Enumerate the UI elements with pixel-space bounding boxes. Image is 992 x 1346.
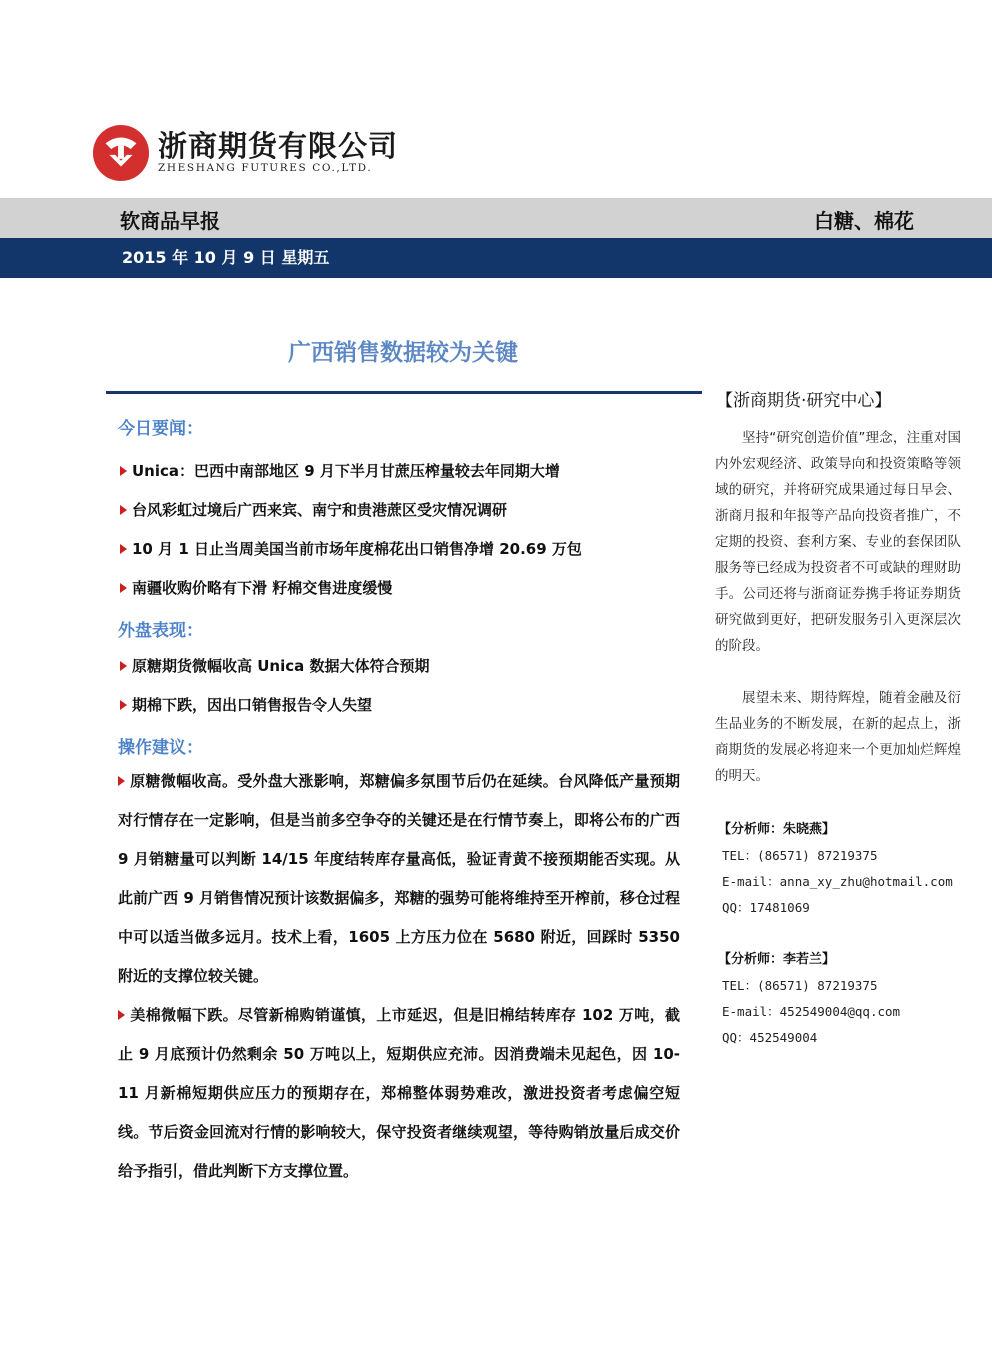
zheshang-logo-icon (92, 124, 150, 182)
section-heading-overseas: 外盘表现： (118, 621, 203, 641)
bullet-arrow-icon (118, 776, 125, 786)
news-item: 台风彩虹过境后广西来宾、南宁和贵港蔗区受灾情况调研 (120, 499, 507, 520)
analyst-qq: QQ：452549004 (722, 1030, 818, 1045)
commodities: 白糖、棉花 (814, 209, 914, 233)
advice-paragraph-cotton: 美棉微幅下跌。尽管新棉购销谨慎，上市延迟，但是旧棉结转库存 102 万吨，截止 9 月底预计仍然剩余 50 万吨以上，短期供应充沛。因消费端未见起色，因 10-11 月新棉短期供应压力的预期存在，郑棉整体弱势难改，激进投资者考虑偏空短线。节后资金回流对行情的影响较大，保守投资者继续观望，等待购销放量后成交价给予指引，借此判断下方支撑位置。 (118, 1006, 680, 1180)
analyst-email[interactable]: E-mail：452549004@qq.com (722, 1004, 901, 1019)
bullet-arrow-icon (118, 1010, 125, 1020)
news-item: 南疆收购价略有下滑 籽棉交售进度缓慢 (120, 577, 392, 598)
analyst-email[interactable]: E-mail：anna_xy_zhu@hotmail.com (722, 874, 953, 889)
overseas-item: 原糖期货微幅收高 Unica 数据大体符合预期 (120, 655, 429, 676)
sidebar-intro: 坚持“研究创造价值”理念，注重对国内外宏观经济、政策导向和投资策略等领域的研究，并将研究成果通过每日早会、浙商月报和年报等产品向投资者推广，不定期的投资、套利方案、专业的套保团队服务等已经成为投资者不可或缺的理财助手。公司还将与浙商证券携手将证券期货研究做到更好，把研发服务引入更深层次的阶段。 (715, 430, 961, 654)
page-title: 广西销售数据较为关键 (288, 340, 518, 366)
report-date: 2015 年 10 月 9 日 星期五 (122, 248, 330, 267)
sidebar-heading: 【浙商期货·研究中心】 (716, 391, 892, 411)
bullet-arrow-icon (120, 544, 127, 554)
company-name-cn: 浙商期货有限公司 (158, 129, 399, 163)
analyst-tel: TEL：(86571) 87219375 (722, 848, 878, 863)
news-item: 10 月 1 日止当周美国当前市场年度棉花出口销售净增 20.69 万包 (120, 538, 582, 559)
bullet-arrow-icon (120, 466, 127, 476)
analyst-tel: TEL：(86571) 87219375 (722, 978, 878, 993)
news-item: Unica：巴西中南部地区 9 月下半月甘蔗压榨量较去年同期大增 (120, 460, 560, 481)
advice-paragraph-sugar: 原糖微幅收高。受外盘大涨影响，郑糖偏多氛围节后仍在延续。台风降低产量预期对行情存在一定影响，但是当前多空争夺的关键还是在行情节奏上，即将公布的广西 9 月销糖量可以判断 14/15 年度结转库存量高低，验证青黄不接预期能否实现。从此前广西 9 月销售情况预计该数据偏多，郑糖的强势可能将维持至开榨前，移仓过程中可以适当做多远月。技术上看，1605 上方压力位在 5680 附近，回踩时 5350 附近的支撑位较关键。 (118, 772, 680, 985)
analyst-qq: QQ：17481069 (722, 900, 810, 915)
section-heading-news: 今日要闻： (118, 419, 203, 439)
analyst-name: 【分析师：李若兰】 (718, 952, 836, 967)
section-heading-advice: 操作建议： (118, 738, 203, 758)
title-divider (106, 391, 702, 394)
analyst-name: 【分析师：朱晓燕】 (718, 822, 836, 837)
bullet-arrow-icon (120, 700, 127, 710)
report-type: 软商品早报 (120, 209, 220, 233)
bullet-arrow-icon (120, 661, 127, 671)
sidebar-outlook: 展望未来、期待辉煌，随着金融及衍生品业务的不断发展，在新的起点上，浙商期货的发展必将迎来一个更加灿烂辉煌的明天。 (715, 690, 961, 784)
bullet-arrow-icon (120, 505, 127, 515)
company-name-en: ZHESHANG FUTURES CO.,LTD. (158, 162, 373, 174)
bullet-arrow-icon (120, 583, 127, 593)
overseas-item: 期棉下跌，因出口销售报告令人失望 (120, 694, 372, 715)
